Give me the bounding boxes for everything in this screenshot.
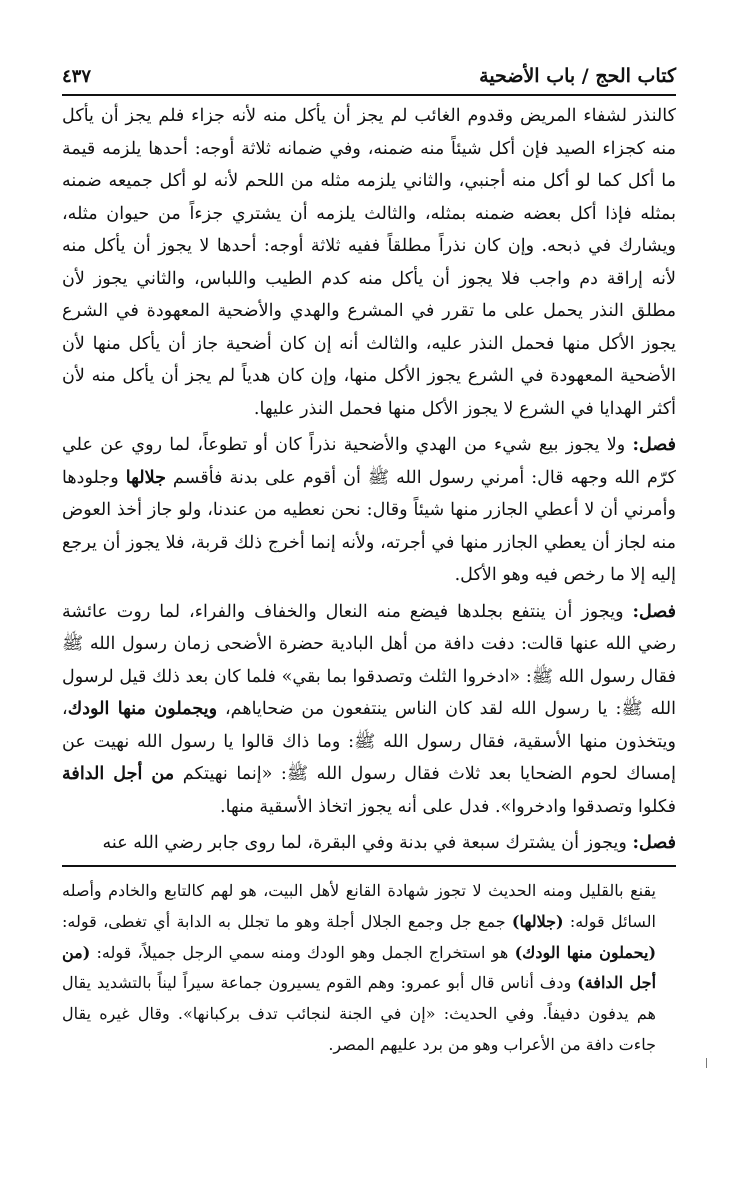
footnote-part: جمع جل وجمع الجلال أجلة وهو ما تجلل به الدابة أي تغطى، قوله:: [62, 911, 512, 931]
paragraph-text: ويجوز أن يشترك سبعة في بدنة وفي البقرة، لما روى جابر رضي الله عنه: [102, 833, 633, 853]
paragraph-sale-prohibition: [62, 429, 676, 592]
footnote-term: (جلالها): [511, 911, 564, 931]
paragraph-text: ولا يجوز بيع شيء من الهدي والأضحية نذراً كان أو تطوعاً، لما روي عن علي كرّم الله وجهه قال: أمرني رسول الله ﷺ أن أقوم على بدنة فأقسم: [62, 435, 676, 488]
main-text: [62, 100, 676, 864]
footnote-text: [62, 876, 656, 1061]
section-lead: فصل:: [632, 600, 676, 622]
paragraph-text: ويجوز أن ينتفع بجلدها فيضع منه النعال والخفاف والفراء، لما روت عائشة رضي الله عنها قالت: دفت دافة من أهل البادية حضرة الأضحى زمان رسول الله ﷺ فقال رسول الله ﷺ: «ادخروا الثلث وتصدقوا بما بقي» فلما كان بعد ذلك قيل لرسول الله ﷺ: يا رسول الله لقد كان الناس ينتفعون من ضحاياهم،: [62, 601, 676, 719]
bold-term: ويجملون منها الودك: [67, 698, 218, 719]
footnotes: [62, 876, 656, 1061]
bold-term: من أجل الدافة: [62, 763, 175, 784]
footnote-term: (من أجل الدافة): [62, 942, 657, 993]
section-lead: فصل:: [632, 832, 676, 853]
footnote-term: (يحملون منها الودك): [514, 942, 657, 962]
footnote-part: ودف أناس قال أبو عمرو: وهم القوم يسيرون جماعة سيراً ليناً بالتشديد يقال هم يدفون دفيفاً. وفي الحديث: «إن في الجنة لنجائب تدف بركبانها». وقال غيره يقال جاءت دافة من الأعراب وهو من برد عليهم المصر.: [62, 973, 656, 1054]
page-number: ٤٣٧: [62, 65, 92, 87]
page-header: [62, 58, 676, 96]
paragraph-text: فكلوا وتصدقوا وادخروا». فدل على أنه يجوز اتخاذ الأسقية منها.: [220, 796, 676, 817]
footnote-part: يقنع بالقليل ومنه الحديث لا تجوز شهادة القانع لأهل البيت، هو لهم كالتابع والخادم وأصله السائل قوله:: [62, 881, 657, 931]
bold-term: جلالها: [125, 466, 166, 488]
paragraph-text: وجلودها وأمرني أن لا أعطي الجازر منها شيئاً وقال: نحن نعطيه من عندنا، ولو جاز أخذ العوض منه لجاز أن يعطي الجازر منها في أجرته، ولأنه إنما أخرج ذلك قربة، فلا يجوز أن يرجع إليه إلا ما رخص فيه وهو الأكل.: [62, 467, 676, 585]
scan-mark: [706, 1058, 707, 1068]
paragraph-vow-sacrifice: كالنذر لشفاء المريض وقدوم الغائب لم يجز أن يأكل منه لأنه جزاء فلم يجز أن يأكل منه كجزاء الصيد فإن أكل شيئاً منه ضمنه، وفي ضمانه ثلاثة أوجه: أحدها يلزمه قيمة ما أكل كما لو أكل منه أجنبي، والثاني يلزمه مثله من اللحم لأنه لو أكل جميعه ضمنه بمثله فإذا أكل بعضه ضمنه بمثله، والثالث يلزمه أن يشتري جزءاً من حيوان مثله، ويشارك في ذبحه. وإن كان نذراً مطلقاً ففيه ثلاثة أوجه: أحدها لا يجوز أن يأكل منه لأنه إراقة دم واجب فلا يجوز أن يأكل منه كدم الطيب واللباس، والثاني يجوز لأن مطلق النذر يحمل على ما تقرر في المشرع والهدي والأضحية المعهودة في الشرع يجوز الأكل منها فحمل النذر عليه، والثالث أنه إن كان أضحية جاز أن يأكل منها لأن الأضحية المعهودة في الشرع يجوز الأكل منها، وإن كان هدياً لم يجز أن يأكل منه لأن أكثر الهدايا في الشرع لا يجوز الأكل منها فحمل النذر عليها.: [62, 106, 676, 419]
paragraph-text: ، ويتخذون منها الأسقية، فقال رسول الله ﷺ: وما ذاك قالوا يا رسول الله نهيت عن إمساك لحوم الضحايا بعد ثلاث فقال رسول الله ﷺ: «إنما نهيتكم: [62, 699, 676, 784]
section-lead: فصل:: [632, 434, 676, 455]
footnote-part: هو استخراج الجمل وهو الودك ومنه سمي الرجل جميلاً، قوله:: [90, 942, 515, 962]
paragraph-shared-sacrifice: [62, 827, 676, 860]
running-title: كتاب الحج / باب الأضحية: [479, 65, 676, 87]
paragraph-use-of-skin: [62, 596, 676, 824]
footnote-separator: [62, 865, 676, 867]
